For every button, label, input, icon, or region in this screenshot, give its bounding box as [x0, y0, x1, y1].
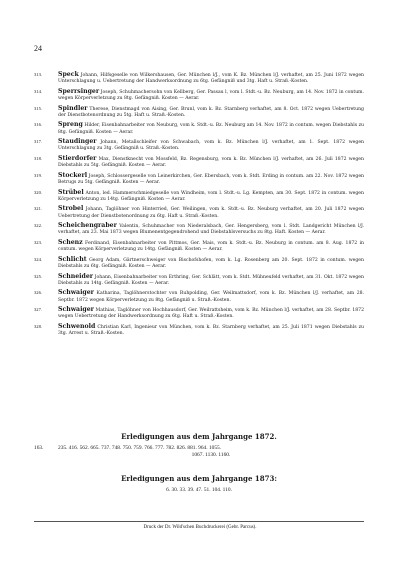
entry-text: Max, Dienstknecht von Mossfeld, Bz. Regensburg, vom k. Bz. München l/J. verhaftet, am 26. Juli 1872 wegen Diebstahls zu 5tg. Gefängniß. Kosten — Aerar.	[58, 156, 364, 169]
entry-number: 315.	[34, 105, 43, 111]
entry-text: Therese, Dienstmagd von Aising, Ger. Brunl, vom k. Bz. Starnberg verhaftet, am 8. Oct. 1872 wegen Uebertretung der Dienstbotenordnung zu 5tg. Haft u. Straß.-Kosten.	[58, 106, 364, 118]
entry-text: Joseph, Schuhmachersohn von Kellberg, Ger. Passau l, vom l. Stdt.-u. Bz. Neuburg, am 14. Nov. 1872 in contum. wegen Körperverletzung zu 8tg. Gefängniß. Kosten — Aerar.	[58, 89, 364, 101]
printer-imprint: Druck der Dr. Wild'schen Buchdruckerei (Gebr. Parcus).	[143, 525, 257, 530]
entry-name: Staudinger	[58, 138, 97, 146]
register-entry	[34, 307, 364, 320]
entry-body	[58, 190, 364, 203]
register-entry	[34, 206, 364, 219]
section-1873	[34, 474, 364, 494]
register-entry	[34, 240, 364, 253]
entry-number: 320.	[34, 189, 43, 195]
entry-body	[58, 240, 364, 253]
register-entry	[34, 89, 364, 102]
entry-body	[58, 106, 364, 119]
section-1872-line-1: 235. 416. 562. 665. 737. 748. 750. 759. 766. 777. 782. 826. 881. 964. 1055.	[58, 445, 222, 451]
entry-text: Johann, Hilfsgeselle von Wilkershausen, Ger. München l/J., vom K. Bz. München l/J. verhaftet, am 25. Juni 1872 wegen Unterschlagung u. Uebertretung der Handwerksordnung zu 6tg. Gefängniß und 3tg. Haft u. Straß.-Kosten.	[58, 73, 364, 85]
entry-text: Mathias, Taglöhner von Hochhausdorf, Ger. Weilrattsheim, vom k. Bz. München l/J. verhaftet, am 28. Septbr. 1872 wegen Uebertretung der Handwerksordnung zu 6tg. Haft u. Straß.-Kosten.	[58, 308, 364, 320]
entry-number: 319.	[34, 172, 43, 178]
entry-name: Spindler	[58, 104, 88, 112]
entry-number: 327.	[34, 307, 43, 313]
register-entry	[34, 324, 364, 337]
register-entry	[34, 106, 364, 119]
entry-number: 313.	[34, 72, 43, 77]
register-entry	[34, 156, 364, 169]
register-entries	[34, 72, 364, 341]
entry-number: 317.	[34, 139, 43, 145]
entry-number: 324.	[34, 256, 43, 262]
entry-number: 314.	[34, 88, 43, 94]
entry-text: Georg Adam, Gärtnerschweiger von Bischofshofen, vom k. Lg. Rosenberg am 20. Sept. 1872 in contum. wegen Diebstahls zu 6tg. Gefängniß. Kosten — Aerar.	[58, 257, 364, 269]
entry-text: Johann, Metallschleifer von Schwabach, vom k. Bz. München l/J. verhaftet, am 1. Sept. 1872 wegen Unterschlagung zu 3tg. Gefängniß u. Straß.-Kosten.	[58, 140, 364, 152]
entry-text: Hilder, Eisenbahnarbeiter von Neuburg, vom k. Stdt.-u. Bz. Neuburg am 14. Nov. 1872 in contum. wegen Diebstahls zu 8tg. Gefängniß. Kosten — Aerar.	[58, 123, 364, 135]
section-1872-line-2: 1067. 1130. 1160.	[191, 452, 231, 459]
entry-body	[58, 206, 364, 219]
entry-body	[58, 139, 364, 152]
entry-body	[58, 324, 364, 337]
section-1873-list: 6. 30. 33. 39. 47. 51. 104. 110.	[166, 487, 232, 493]
register-entry	[34, 122, 364, 135]
entry-number: 318.	[34, 155, 43, 161]
register-entry	[34, 190, 364, 203]
entry-body	[58, 290, 364, 303]
register-entry	[34, 223, 364, 236]
entry-name: Speck	[58, 71, 79, 78]
entry-text: Valentin, Schuhmacher von Niederalsbach, Ger. Hengersberg, vom l. Stdt. Landgericht München l/J. verhaftet, am 23. Mai 1873 wegen Blumenentgegendrohend und Diebstahlsversuchs zu 8tg. Haft. Kosten — Aerar.	[58, 224, 364, 236]
page-number: 24	[34, 44, 42, 53]
footer-rule	[34, 521, 364, 522]
entry-name: Sperrsinger	[58, 87, 100, 95]
entry-text: Katharina, Taglöhnerstochter von Ruhpolding, Ger. Weilmattsdorf, vom k. Bz. München l/J. verhaftet, am 28. Septbr. 1872 wegen Körperverletzung zu 8tg. Gefängniß u. Straß.-Kosten.	[58, 291, 364, 303]
entry-name: Schneider	[58, 272, 94, 280]
entry-name: Schlicht	[58, 255, 87, 263]
entry-body	[58, 122, 364, 135]
register-entry	[34, 290, 364, 303]
register-entry	[34, 139, 364, 152]
entry-name: Stierdorfer	[58, 154, 97, 162]
section-title-1873: Erledigungen aus dem Jahrgange 1873:	[121, 474, 277, 483]
entry-text: Johann, Taglöhner von Hinterried, Ger. Weilingen, vom k. Stdt.-u. Bz. Neuburg verhaftet, am 20. Juli 1872 wegen Uebertretung der Dienstbotenordnung zu 6tg. Haft u. Straß.-Kosten.	[58, 207, 364, 219]
entry-name: Scheichengraber	[58, 222, 117, 230]
entry-name: Spreng	[58, 121, 83, 129]
entry-name: Schwenold	[58, 322, 96, 330]
register-entry	[34, 257, 364, 270]
entry-text: Johann, Eisenbahnarbeiter von Erthring, Ger. Schlätt, vom k. Stdt. Mühneufeld verhaftet, am 31. Okt. 1872 wegen Diebstahls zu 14tg. Gefängniß. Kosten — Aerar.	[58, 274, 364, 286]
entry-number: 322.	[34, 223, 43, 229]
section-1872-lead: 163.	[34, 445, 44, 451]
entry-text: Ferdinand, Eisenbahnarbeiter von Pittmos, Ger. Mais, vom k. Stdt.-u. Bz. Neuburg in contum. am 8. Aug. 1872 in contum. wegen Körperverletzung zu 14tg. Gefängniß. Kosten — Aerar.	[58, 240, 364, 253]
entry-body	[58, 307, 364, 320]
entry-number: 323.	[34, 239, 43, 245]
entry-text: Joseph, Schlossergeselle von Leinerkirchen, Ger. Ebersbach, vom k. Stdt. Erding in contum. am 22. Nov. 1872 wegen Betrugs zu 5tg. Gefängniß. Kosten — Aerar.	[58, 173, 364, 185]
entry-body	[58, 173, 364, 186]
entry-number: 316.	[34, 122, 43, 128]
entry-body	[58, 274, 364, 287]
entry-name: Strübel	[58, 188, 84, 196]
entry-text: Anton, led. Hammerschmiedgeselle von Windheim, vom l. Stdt.-u. Lg. Kempten, am 30. Sept. 1872 in contum. wegen Körperverletzung zu 14tg. Gefängniß. Kosten — Aerar.	[58, 190, 364, 202]
entry-name: Stockerl	[58, 171, 88, 179]
register-entry	[34, 173, 364, 186]
entry-name: Schenz	[58, 238, 83, 246]
entry-body	[58, 257, 364, 270]
section-1872	[34, 432, 364, 460]
entry-name: Strobel	[58, 205, 84, 213]
register-entry	[34, 274, 364, 287]
entry-number: 326.	[34, 290, 43, 296]
entry-body	[58, 156, 364, 169]
entry-number: 321.	[34, 206, 43, 212]
entry-body	[58, 223, 364, 236]
entry-body	[58, 89, 364, 102]
section-1872-numbers	[34, 445, 364, 460]
register-entry	[34, 72, 364, 85]
entry-number: 325.	[34, 273, 43, 279]
section-title-1872: Erledigungen aus dem Jahrgange 1872.	[121, 432, 277, 441]
entry-name: Schwaiger	[58, 306, 94, 314]
entry-text: Christian Karl, Ingenieur von München, vom k. Bz. Starnberg verhaftet, am 25. Juli 1871 wegen Diebstahls zu 3tg. Arrest u. Straß.-Kosten.	[58, 324, 364, 337]
section-1872-list	[58, 445, 364, 460]
entry-body	[58, 72, 364, 85]
entry-name: Schwaiger	[58, 289, 94, 297]
section-1873-numbers	[34, 487, 364, 494]
entry-number: 328.	[34, 323, 43, 329]
